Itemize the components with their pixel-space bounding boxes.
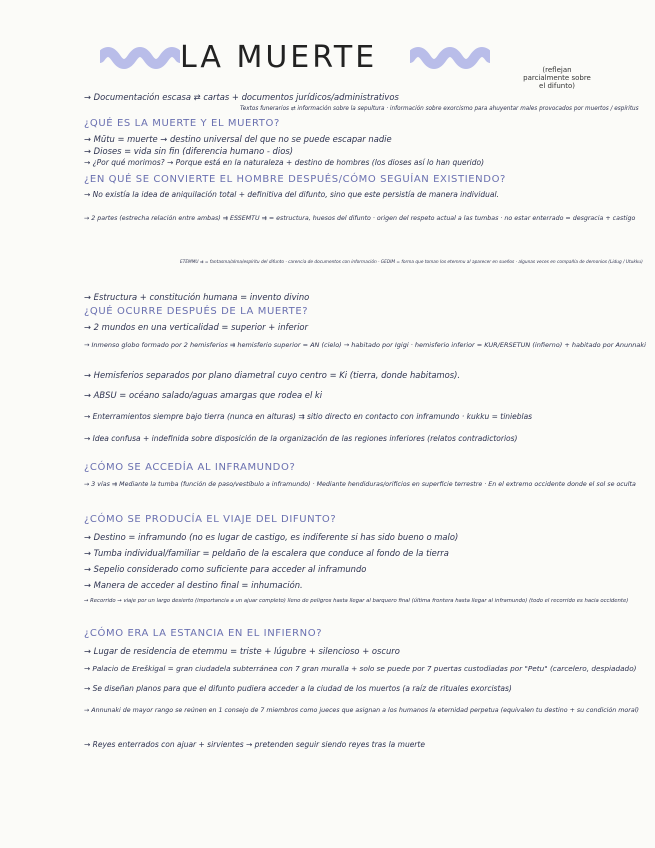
note-line: → Sepelio considerado como suficiente para acceder al inframundo — [84, 564, 367, 574]
note-line: → Enterramientos siempre bajo tierra (nunca en alturas) ⇉ sitio directo en contacto con inframundo · kukku = tinieblas — [84, 412, 533, 421]
note-line: → Tumba individual/familiar = peldaño de la escalera que conduce al fondo de la tierra — [84, 548, 449, 558]
note-line: → Annunaki de mayor rango se reúnen en 1 consejo de 7 miembros como jueces que asignan a los humanos la eternidad perpetua (equivalen tu destino + su condición moral) — [84, 707, 639, 714]
page-title: LA MUERTE — [180, 40, 378, 75]
right-wave-decoration — [410, 44, 490, 70]
section-heading: ¿CÓMO SE PRODUCÍA EL VIAJE DEL DIFUNTO? — [84, 514, 337, 525]
note-line: Textos funerarios ⇄ información sobre la sepultura · información sobre exorcismo para ahuyentar males provocados por muertos / espíritus — [240, 106, 639, 112]
note-line: → Reyes enterrados con ajuar + sirvientes → pretenden seguir siendo reyes tras la muerte — [84, 740, 425, 749]
section-heading: ¿QUÉ OCURRE DESPUÉS DE LA MUERTE? — [84, 306, 309, 317]
note-line: → No existía la idea de aniquilación total + definitiva del difunto, sino que este persistía de manera individual. — [84, 190, 499, 199]
section-heading: ¿CÓMO SE ACCEDÍA AL INFRAMUNDO? — [84, 462, 296, 473]
note-line: → Documentación escasa ⇄ cartas + documentos jurídicos/administrativos — [84, 92, 399, 102]
note-line: → Destino = inframundo (no es lugar de castigo, es indiferente si has sido bueno o malo) — [84, 532, 459, 542]
section-heading: ¿QUÉ ES LA MUERTE Y EL MUERTO? — [84, 118, 280, 129]
note-line: → Recorrido → viaje por un largo desierto (importancia a un ajuar completo) lleno de peligros hasta llegar al barquero final (última frontera hasta llegar al inframundo) (todo el recorrido es hacia occidente) — [84, 598, 629, 604]
note-line: → 2 partes (estrecha relación entre ambas) ⇉ ESSEMTU ⇉ = estructura, huesos del difunto · origen del respeto actual a las tumbas · no estar enterrado = desgracia + castigo — [84, 215, 636, 222]
note-line: → Manera de acceder al destino final = inhumación. — [84, 580, 303, 590]
note-line: → 2 mundos en una verticalidad = superior + inferior — [84, 322, 308, 332]
note-line: → Palacio de Ereškigal = gran ciudadela subterránea con 7 gran muralla + solo se puede por 7 puertas custodiadas por "Petu" (carcelero, despiadado) — [84, 664, 637, 673]
note-line: → Inmenso globo formado por 2 hemisferios ⇉ hemisferio superior = AN (cielo) → habitado por Igigi · hemisferio inferior = KUR/ERSETUN (infierno) + habitado por Anunnaki — [84, 341, 646, 349]
note-line: → Estructura + constitución humana = invento divino — [84, 292, 310, 302]
note-line: ETEMMU ⇉ = fantasma/alma/espíritu del difunto · carencia de documentos con información · GEDIM = forma que toman los etemmu al aparecer en sueños · algunas veces en compañía de demonios (Lidug / Utukku) — [180, 260, 643, 265]
note-line: → Se diseñan planos para que el difunto pudiera acceder a la ciudad de los muertos (a raíz de rituales exorcistas) — [84, 684, 512, 693]
title-note: (reflejan parcialmente sobre el difunto) — [523, 66, 591, 90]
note-line: → Idea confusa + indefinida sobre disposición de la organización de las regiones inferiores (relatos contradictorios) — [84, 434, 518, 443]
note-line: → Hemisferios separados por plano diametral cuyo centro = Ki (tierra, donde habitamos). — [84, 370, 461, 380]
left-wave-decoration — [100, 44, 180, 70]
note-line: → ¿Por qué morimos? → Porque está en la naturaleza + destino de hombres (los dioses así lo han querido) — [84, 158, 485, 167]
note-line: → ABSU = océano salado/aguas amargas que rodea el ki — [84, 390, 323, 400]
section-heading: ¿CÓMO ERA LA ESTANCIA EN EL INFIERNO? — [84, 628, 323, 639]
section-heading: ¿EN QUÉ SE CONVIERTE EL HOMBRE DESPUÉS/CÓMO SEGUÍAN EXISTIENDO? — [84, 174, 506, 185]
note-line: → Lugar de residencia de etemmu = triste + lúgubre + silencioso + oscuro — [84, 646, 400, 656]
note-line: → Mūtu = muerte → destino universal del que no se puede escapar nadie — [84, 134, 392, 144]
note-line: → 3 vías ⇉ Mediante la tumba (función de paso/vestíbulo a inframundo) · Mediante hendiduras/orificios en superficie terrestre · En el extremo occidente donde el sol se oculta — [84, 481, 636, 488]
note-line: → Dioses = vida sin fin (diferencia humano - dios) — [84, 146, 293, 156]
